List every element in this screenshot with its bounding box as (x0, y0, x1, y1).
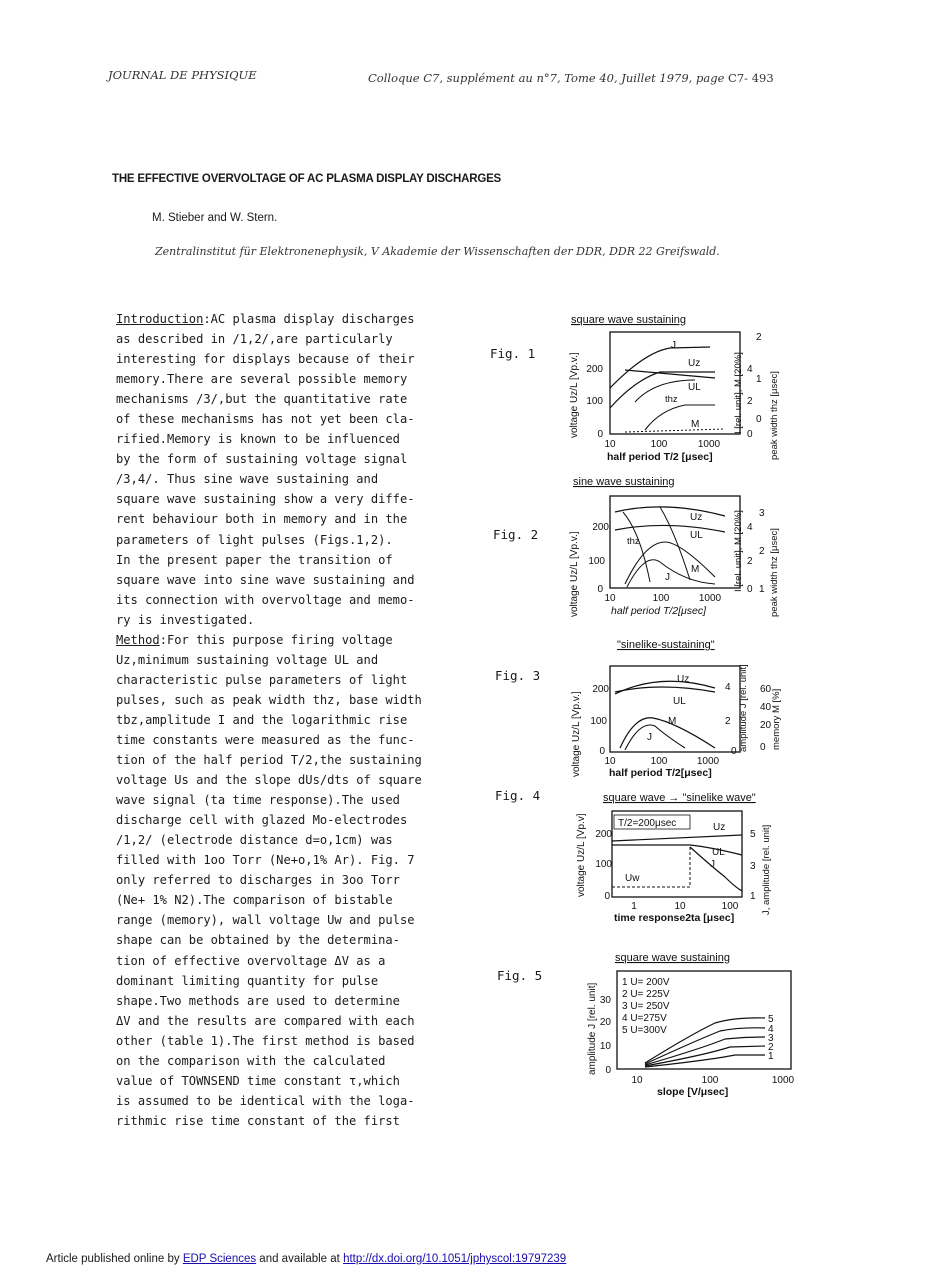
fig-4-label: Fig. 4 (495, 788, 541, 803)
method-line: pulses, such as peak width thz, base width (116, 692, 422, 707)
svg-text:1000: 1000 (697, 439, 721, 450)
fig-3-label: Fig. 3 (495, 668, 541, 683)
svg-text:100: 100 (586, 396, 603, 407)
institution: Zentralinstitut für Elektronenephysik, V Akademie der Wissenschaften der DDR, DDR 22 Greifswald. (155, 245, 720, 258)
svg-text:10: 10 (599, 1041, 611, 1052)
svg-text:20: 20 (760, 720, 772, 731)
svg-text:0: 0 (756, 414, 762, 425)
intro-line: /3,4/. Thus sine wave sustaining and (116, 472, 379, 487)
fig-1-title: square wave sustaining (571, 314, 686, 326)
fig-5-label: Fig. 5 (497, 968, 543, 983)
method-line: filled with 1oo Torr (Ne+o,1% Ar). Fig. 7 (116, 853, 415, 868)
svg-text:100: 100 (650, 439, 668, 450)
method-line: only referred to discharges in 3oo Torr (116, 873, 400, 888)
method-line: rithmic rise time constant of the first (116, 1113, 400, 1128)
svg-text:20: 20 (599, 1017, 611, 1028)
svg-text:200: 200 (586, 364, 603, 375)
svg-text:10: 10 (604, 439, 616, 450)
svg-text:1: 1 (759, 584, 765, 595)
method-line: voltage Us and the slope dUs/dts of square (116, 773, 422, 788)
intro-line: square wave into sine wave sustaining and (116, 572, 415, 587)
svg-text:1: 1 (750, 891, 756, 902)
method-line: discharge cell with glazed Mo-electrodes (116, 813, 408, 828)
fig-1-y-right2-label: peak width thz [μsec] (769, 371, 780, 460)
svg-text:1000: 1000 (696, 756, 720, 767)
svg-text:2: 2 (768, 1042, 774, 1053)
figure-5 (575, 945, 795, 1105)
svg-text:5: 5 (750, 829, 756, 840)
svg-text:1000: 1000 (771, 1075, 795, 1086)
svg-text:4: 4 (768, 1024, 774, 1035)
intro-line: its connection with overvoltage and memo- (116, 592, 415, 607)
fig-1-x-label: half period T/2 [μsec] (607, 451, 713, 463)
svg-text:0: 0 (760, 742, 766, 753)
svg-text:0: 0 (597, 429, 603, 440)
fig-1-y-label: voltage Uz/L [Vp.v.] (569, 352, 580, 438)
intro-line: memory.There are several possible memory (116, 372, 408, 387)
svg-text:100: 100 (652, 593, 670, 604)
method-line: is assumed to be identical with the loga- (116, 1093, 415, 1108)
figure-2 (565, 472, 785, 622)
paper-title: THE EFFECTIVE OVERVOLTAGE OF AC PLASMA DISPLAY DISCHARGES (112, 173, 502, 185)
fig-2-x-label: half period T/2[μsec] (611, 605, 707, 617)
method-line: value of TOWNSEND time constant τ,which (116, 1073, 400, 1088)
method-line: tion of the half period T/2,the sustaining (116, 753, 422, 768)
fig-4-y-right-label: J, amplitude [rel. unit] (761, 824, 772, 915)
intro-line: square wave sustaining show a very diffe- (116, 492, 415, 507)
svg-text:10: 10 (604, 756, 616, 767)
authors: M. Stieber and W. Stern. (152, 212, 278, 224)
method-line: (Ne+ 1% N2).The comparison of bistable (116, 893, 393, 908)
svg-text:200: 200 (595, 829, 612, 840)
method-line: tion of effective overvoltage ΔV as a (116, 953, 386, 968)
svg-text:J: J (647, 732, 652, 743)
svg-text:1: 1 (756, 374, 762, 385)
svg-text:0: 0 (599, 746, 605, 757)
svg-text:40: 40 (760, 702, 772, 713)
fig-3-y-right2-label: memory M [%] (771, 688, 782, 750)
svg-text:100: 100 (701, 1075, 719, 1086)
svg-text:200: 200 (592, 684, 609, 695)
svg-text:100: 100 (650, 756, 668, 767)
svg-text:4: 4 (725, 682, 731, 693)
figure-4 (570, 785, 780, 930)
fig-3-y-label: voltage Uz/L [Vp.v.] (571, 691, 582, 777)
method-line: /1,2/ (electrode distance d=o,1cm) was (116, 833, 393, 848)
svg-text:J: J (710, 859, 715, 870)
svg-text:Uz: Uz (677, 674, 690, 685)
method-line: other (table 1).The first method is based (116, 1033, 415, 1048)
fig-2-y-right-label: I [rel. unit], M [20%] (733, 510, 744, 592)
svg-text:1000: 1000 (698, 593, 722, 604)
svg-text:4: 4 (747, 522, 753, 533)
svg-text:UL: UL (712, 847, 725, 858)
introduction-heading: Introduction (116, 312, 204, 326)
method-line: shape.Two methods are used to determine (116, 993, 400, 1008)
svg-text:3: 3 (768, 1033, 774, 1044)
svg-text:0: 0 (747, 584, 753, 595)
fig-1-label: Fig. 1 (490, 346, 536, 361)
journal-name: JOURNAL DE PHYSIQUE (108, 68, 257, 82)
svg-text:0: 0 (747, 429, 753, 440)
intro-line: rified.Memory is known to be influenced (116, 432, 400, 447)
svg-text:0: 0 (605, 1065, 611, 1076)
intro-line: as described in /1,2/,are particularly (116, 332, 393, 347)
fig-4-box-label: T/2=200μsec (618, 818, 677, 829)
method-line: wave signal (ta time response).The used (116, 793, 400, 808)
fig-5-legend-1: 1 U= 200V (622, 977, 670, 988)
doi-link[interactable]: http://dx.doi.org/10.1051/jphyscol:19797239 (343, 1253, 567, 1265)
svg-text:100: 100 (590, 716, 607, 727)
body-text (116, 309, 486, 1131)
fig-3-x-label: half period T/2[μsec] (609, 767, 712, 779)
svg-text:Uz: Uz (713, 822, 726, 833)
svg-text:200: 200 (592, 522, 609, 533)
fig-4-x-label: time response2ta [μsec] (614, 912, 735, 924)
svg-text:Uw: Uw (625, 873, 640, 884)
svg-text:Uz: Uz (688, 358, 701, 369)
svg-text:100: 100 (588, 556, 605, 567)
svg-text:10: 10 (604, 593, 616, 604)
colloque-text: Colloque C7, supplément au n°7, Tome 40, Juillet 1979, page (368, 71, 725, 85)
intro-first-line: Introduction:AC plasma display discharges (116, 312, 415, 326)
svg-text:M: M (668, 716, 677, 727)
fig-5-legend-3: 3 U= 250V (622, 1001, 670, 1012)
svg-text:M: M (691, 419, 700, 430)
intro-line: mechanisms /3/,but the quantitative rate (116, 392, 408, 407)
svg-text:3: 3 (759, 508, 765, 519)
fig-5-y-label: amplitude J [rel. unit] (587, 982, 598, 1075)
svg-text:0: 0 (604, 891, 610, 902)
intro-line: rent behaviour both in memory and in the (116, 512, 408, 527)
fig-2-y-right2-label: peak width thz [μsec] (769, 528, 780, 617)
svg-text:2: 2 (756, 332, 762, 343)
figure-1 (565, 310, 785, 470)
intro-line: by the form of sustaining voltage signal (116, 452, 408, 467)
method-line: time constants were measured as the func- (116, 732, 415, 747)
svg-text:10: 10 (674, 901, 686, 912)
page-number: C7- 493 (728, 71, 774, 85)
intro-line: In the present paper the transition of (116, 552, 393, 567)
method-line: shape can be obtained by the determina- (116, 933, 400, 948)
method-line: tbz,amplitude I and the logarithmic rise (116, 712, 408, 727)
footer-middle: and available at (256, 1253, 344, 1265)
svg-text:Uz: Uz (690, 512, 703, 523)
svg-text:5: 5 (768, 1014, 774, 1025)
method-first-line: Method:For this purpose firing voltage (116, 632, 393, 647)
fig-4-title: square wave → "sinelike wave" (603, 792, 756, 804)
svg-text:100: 100 (721, 901, 739, 912)
svg-text:thz: thz (627, 536, 640, 547)
intro-line: of these mechanisms has not yet been cla- (116, 412, 415, 427)
method-heading: Method (116, 632, 160, 647)
svg-text:J: J (665, 572, 670, 583)
svg-text:UL: UL (690, 530, 703, 541)
intro-line: interesting for displays because of their (116, 352, 415, 367)
fig-5-legend-5: 5 U=300V (622, 1025, 667, 1036)
method-line: characteristic pulse parameters of light (116, 672, 408, 687)
method-line: range (memory), wall voltage Uw and pulse (116, 913, 415, 928)
method-line: Uz,minimum sustaining voltage UL and (116, 652, 379, 667)
figure-3 (565, 630, 785, 780)
svg-text:UL: UL (688, 382, 701, 393)
intro-line: parameters of light pulses (Figs.1,2). (116, 532, 393, 547)
svg-text:2: 2 (747, 396, 753, 407)
fig-5-legend-4: 4 U=275V (622, 1013, 667, 1024)
method-line: dominant limiting quantity for pulse (116, 973, 379, 988)
fig-5-title: square wave sustaining (615, 952, 730, 964)
publisher-link[interactable]: EDP Sciences (182, 1253, 257, 1265)
fig-5-legend-2: 2 U= 225V (622, 989, 670, 1000)
footer-prefix: Article published online by (46, 1253, 183, 1265)
fig-3-y-right-label: amplitude J [rel. unit] (738, 664, 749, 752)
svg-text:2: 2 (759, 546, 765, 557)
method-line: on the comparison with the calculated (116, 1053, 386, 1068)
svg-text:100: 100 (595, 859, 612, 870)
svg-text:4: 4 (747, 364, 753, 375)
svg-text:UL: UL (673, 696, 686, 707)
svg-text:0: 0 (597, 584, 603, 595)
fig-3-title: "sinelike-sustaining" (617, 639, 715, 651)
svg-text:60: 60 (760, 684, 772, 695)
svg-text:M: M (691, 564, 700, 575)
fig-1-y-right-label: I [rel. unit], M [20%] (733, 352, 744, 434)
fig-4-y-label: voltage Uz/L [Vp.v] (576, 813, 587, 897)
svg-text:10: 10 (631, 1075, 643, 1086)
fig-2-label: Fig. 2 (493, 527, 539, 542)
svg-text:3: 3 (750, 861, 756, 872)
svg-text:30: 30 (599, 995, 611, 1006)
method-line: ΔV and the results are compared with each (116, 1013, 415, 1028)
svg-text:2: 2 (725, 716, 731, 727)
svg-text:1: 1 (768, 1051, 774, 1062)
svg-text:thz: thz (665, 394, 678, 405)
svg-text:0: 0 (731, 746, 737, 757)
fig-2-title: sine wave sustaining (573, 476, 675, 488)
svg-text:1: 1 (631, 901, 637, 912)
svg-text:J: J (671, 340, 676, 351)
intro-paragraph (116, 329, 486, 630)
footer (46, 1253, 566, 1265)
colloque-reference (368, 71, 774, 85)
svg-text:2: 2 (747, 556, 753, 567)
fig-5-x-label: slope [V/μsec] (657, 1086, 729, 1098)
fig-2-y-label: voltage Uz/L [Vp.v.] (569, 531, 580, 617)
method-paragraph (116, 650, 486, 1131)
intro-line: ry is investigated. (116, 612, 255, 627)
